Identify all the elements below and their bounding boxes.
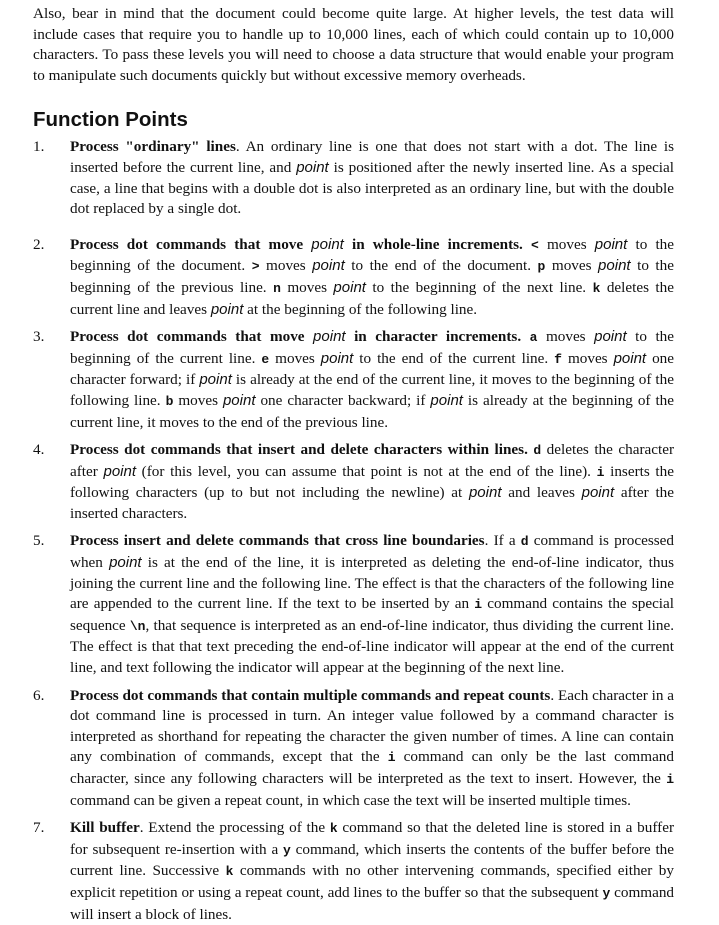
command-code: f [554,351,562,367]
command-code: k [592,280,601,296]
item-number: 7. [33,819,45,837]
command-code: i [666,772,674,787]
command-code: < [531,237,539,253]
item-number: 6. [33,686,45,704]
command-code: y [602,885,611,901]
command-code: a [529,330,538,346]
item-title: Process dot commands that contain multiple commands and repeat counts [70,686,551,704]
command-code: k [225,864,234,880]
command-code: n [273,280,281,296]
command-code: p [537,259,546,275]
item-title: Process "ordinary" lines [70,138,236,156]
item-title: Process dot commands that move point in character increments. [70,328,522,346]
list-item: 2. Process dot commands that move point in whole-line increments. < moves point to the beginning of the document. > moves point to the end of the document. p moves point to the beginning of the previous line. n moves point to the beginning of the next line. k deletes the current line and leaves point at the beginning of the following line. [33,235,674,318]
command-code: d [520,534,529,550]
item-number: 2. [33,235,45,253]
item-title: Process dot commands that insert and delete characters within lines. [70,441,528,459]
function-points-list [33,137,674,925]
command-code: \n [129,618,146,634]
list-item: 7. Kill buffer. Extend the processing of the k command so that the deleted line is stored in a buffer for subsequent re-insertion with a y command, which inserts the contents of the buffer before the current line. Successive k commands with no other intervening commands, specified either by explicit repetition or using a repeat count, add lines to the buffer so that the subsequent y command will insert a block of lines. [33,819,675,923]
command-code: b [165,393,174,409]
item-title: Kill buffer [70,819,140,837]
command-code: y [283,842,291,858]
item-number: 5. [33,532,45,550]
command-code: i [474,597,483,613]
intro-paragraph: Also, bear in mind that the document could become quite large. At higher levels, the test data will include cases that require you to handle up to 10,000 lines, each of which could contain up to 10,000 characters. To pass these levels you will need to choose a data structure that would enable your program to manipulate such documents quickly but without excessive memory overheads. [33,5,674,84]
item-number: 3. [33,328,45,346]
command-code: i [596,464,605,480]
section-heading: Function Points [33,108,188,132]
command-code: k [329,821,338,837]
list-item: 1. Process "ordinary" lines. An ordinary line is one that does not start with a dot. The line is inserted before the current line, and point is positioned after the newly inserted line. As a special case, a line that begins with a double dot is also interpreted as an ordinary line, but with the double dot replaced by a single dot. [33,138,674,218]
item-title: Process insert and delete commands that cross line boundaries [70,532,485,550]
command-code: i [387,750,396,766]
command-code: e [261,351,270,367]
item-number: 1. [33,138,45,156]
list-item: 6. Process dot commands that contain multiple commands and repeat counts. Each character in a dot command line is processed in turn. An integer value followed by a command character is interpreted as shorthand for repeating the character the given number of times. A line can contain any combination of commands, except that the i command can only be the last command character, since any following characters will be interpreted as the text to insert. However, the i command can be given a repeat count, in which case the text will be inserted multiple times. [33,686,674,809]
command-code: > [251,259,260,275]
list-item: 4. Process dot commands that insert and delete characters within lines. d deletes the character after point (for this level, you can assume that point is not at the end of the line). i inserts the following characters (up to but not including the newline) at point and leaves point after the inserted characters. [33,441,675,522]
list-item: 5. Process insert and delete commands that cross line boundaries. If a d command is processed when point is at the end of the line, it is interpreted as deleting the end-of-line indicator, thus joining the current line and the following line. The effect is that the characters of the following line are appended to the current line. If the text to be inserted by an i command contains the special sequence \n, that sequence is interpreted as an end-of-line indicator, thus dividing the current line. The effect is that that text preceding the end-of-line indicator will appear at the end of the current line, and text following the indicator will appear at the beginning of the next line. [33,532,674,677]
command-code: d [533,443,542,459]
list-item: 3. Process dot commands that move point in character increments. a moves point to the beginning of the current line. e moves point to the end of the current line. f moves point one character forward; if point is already at the end of the current line, it moves to the beginning of the following line. b moves point one character backward; if point is already at the beginning of the current line, it moves to the end of the previous line. [33,328,675,431]
item-title: Process dot commands that move point in whole-line increments. [70,235,523,253]
item-number: 4. [33,441,45,459]
